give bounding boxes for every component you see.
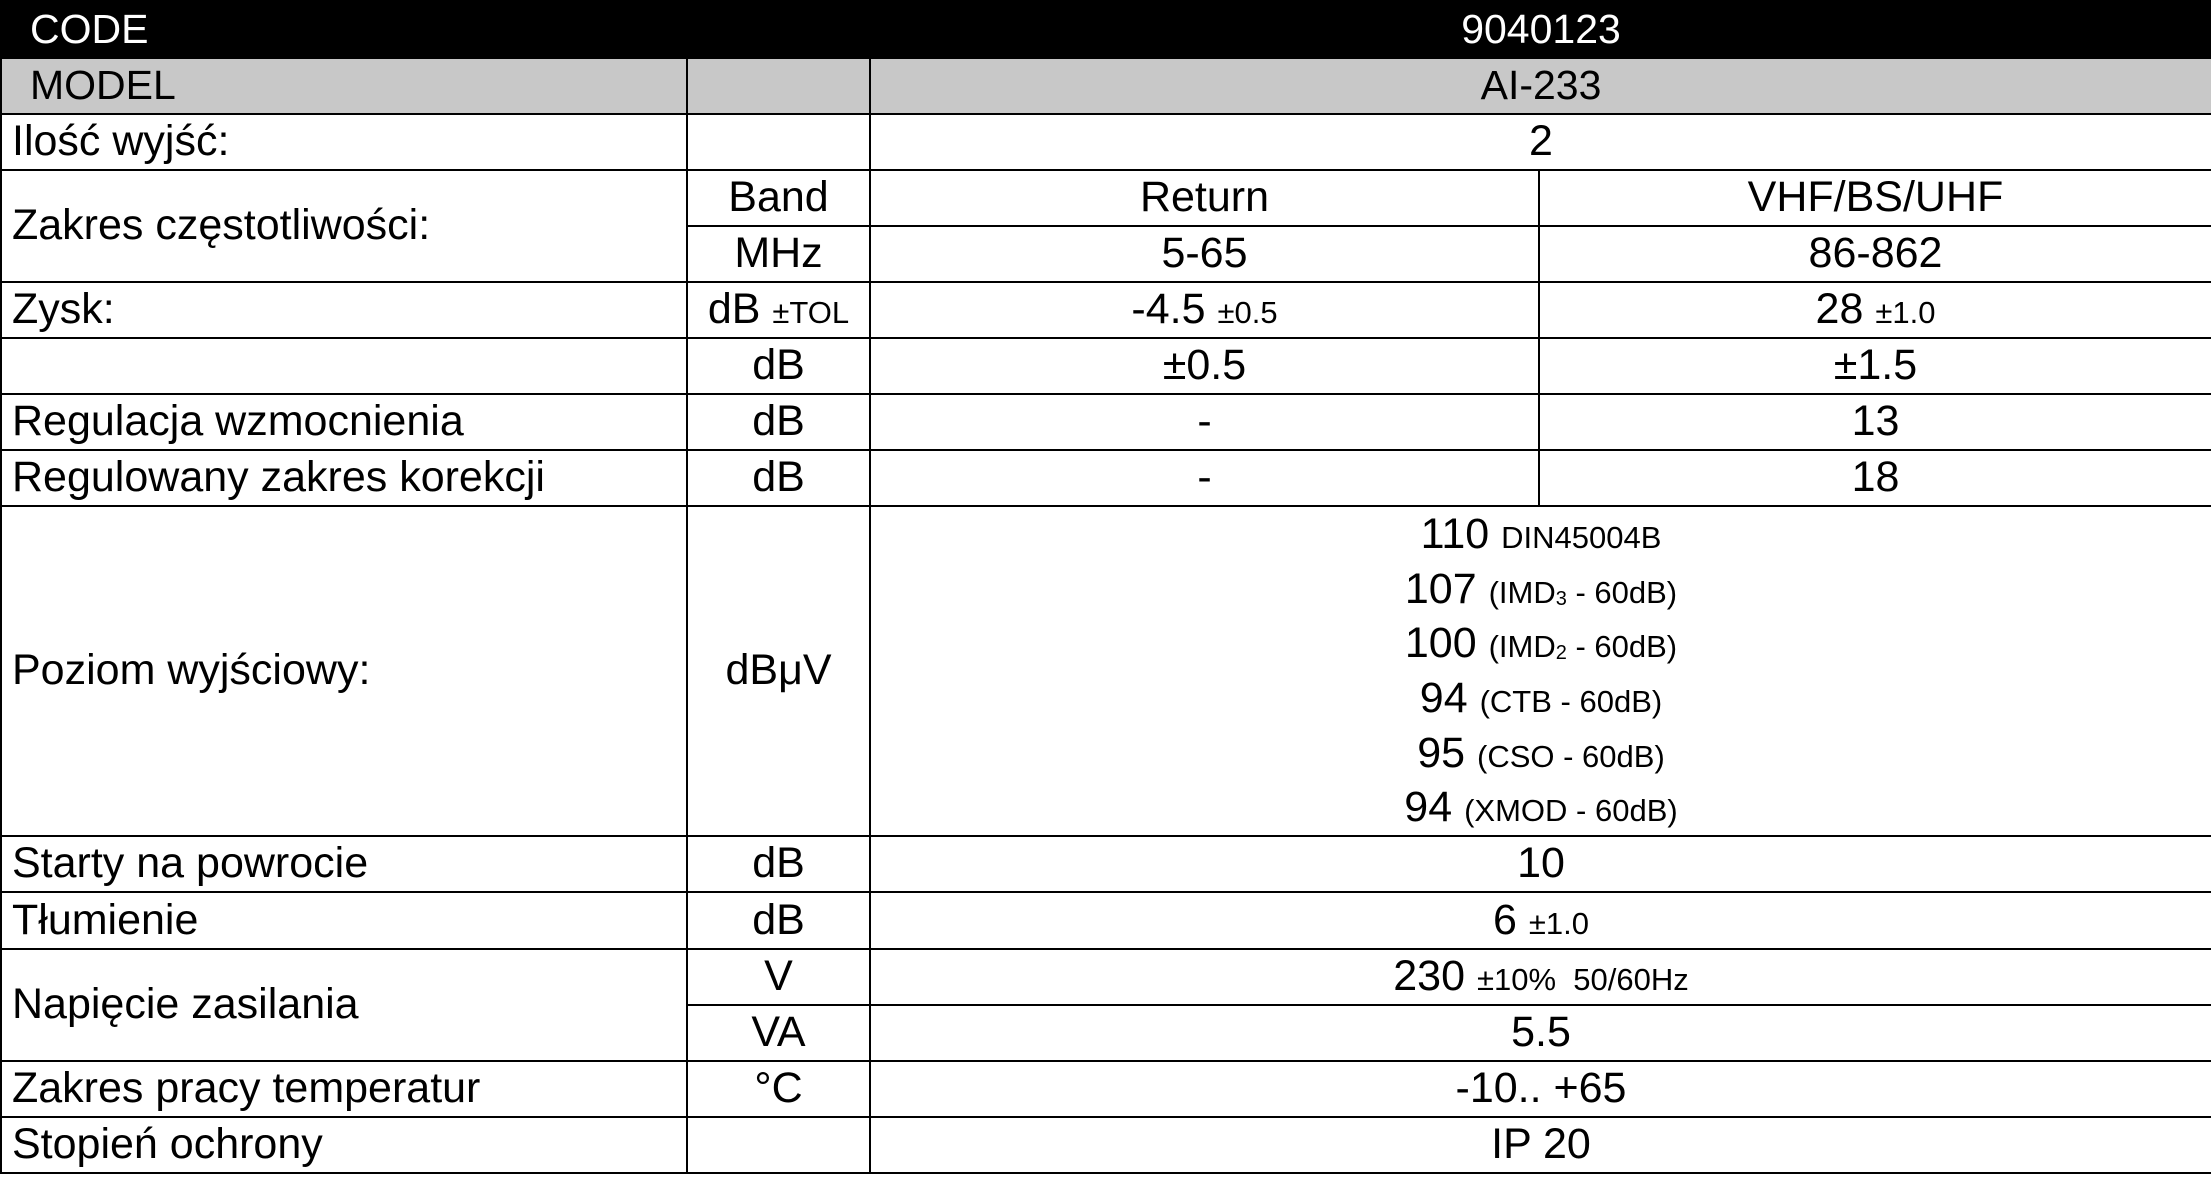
temp-unit: °C — [687, 1061, 870, 1117]
flatness-unit: dB — [687, 338, 870, 394]
gain-adj-fwd: 13 — [1539, 394, 2211, 450]
outputs-row — [1, 114, 2211, 170]
gain-fwd-tol: ±1.0 — [1875, 295, 1936, 331]
output-level-unit: dBμV — [687, 506, 870, 836]
model-unit-cell — [687, 58, 870, 114]
supply-v-value — [870, 949, 2211, 1005]
gain-adj-return: - — [870, 394, 1539, 450]
return-starts-value: 10 — [870, 836, 2211, 892]
gain-return — [870, 282, 1539, 338]
output-level-line — [871, 726, 2211, 781]
output-level-line — [871, 671, 2211, 726]
protection-row — [1, 1117, 2211, 1173]
output-level-line — [871, 562, 2211, 617]
temp-label: Zakres pracy temperatur — [1, 1061, 687, 1117]
gain-unit-tol: ±TOL — [772, 295, 850, 331]
output-level-value: 107 — [1404, 564, 1477, 613]
output-level-value: 110 — [1420, 510, 1490, 558]
gain-adj-row — [1, 394, 2211, 450]
output-level-label: Poziom wyjściowy: — [1, 506, 687, 836]
gain-adj-label: Regulacja wzmocnienia — [1, 394, 687, 450]
freq-label: Zakres częstotliwości: — [1, 170, 687, 282]
outputs-label: Ilość wyjść: — [1, 114, 687, 170]
return-starts-unit: dB — [687, 836, 870, 892]
flatness-label-cell — [1, 338, 687, 394]
gain-fwd-main: 28 — [1815, 285, 1864, 334]
gain-unit-main: dB — [707, 285, 761, 334]
model-label: MODEL — [1, 58, 687, 114]
output-level-line — [871, 616, 2211, 671]
output-level-note — [1489, 575, 1678, 610]
eq-range-unit: dB — [687, 450, 870, 506]
attenuation-row — [1, 892, 2211, 949]
flatness-row — [1, 338, 2211, 394]
output-level-line — [871, 780, 2211, 835]
eq-range-row — [1, 450, 2211, 506]
freq-band-fwd: VHF/BS/UHF — [1539, 170, 2211, 226]
supply-v-row — [1, 949, 2211, 1005]
freq-band-row — [1, 170, 2211, 226]
output-level-note-pre: (IMD — [1488, 574, 1556, 610]
output-level-note: DIN45004B — [1501, 520, 1662, 555]
supply-v-main: 230 — [1393, 952, 1466, 1001]
eq-range-return: - — [870, 450, 1539, 506]
output-level-note-sub: 3 — [1555, 587, 1567, 610]
supply-v-tol: ±10% 50/60Hz — [1476, 962, 1689, 998]
protection-label: Stopień ochrony — [1, 1117, 687, 1173]
freq-mhz-return: 5-65 — [870, 226, 1539, 282]
output-level-note — [1489, 629, 1678, 664]
protection-unit-cell — [687, 1117, 870, 1173]
return-starts-row — [1, 836, 2211, 892]
gain-return-tol: ±0.5 — [1217, 295, 1278, 331]
output-level-note-post: - 60dB) — [1566, 574, 1678, 610]
output-level-value: 94 — [1419, 674, 1468, 723]
flatness-fwd: ±1.5 — [1539, 338, 2211, 394]
freq-band-return: Return — [870, 170, 1539, 226]
output-level-values — [870, 506, 2211, 836]
gain-unit — [687, 282, 870, 338]
output-level-note: (CSO - 60dB) — [1477, 738, 1665, 774]
model-value: AI-233 — [870, 58, 2211, 114]
output-level-note-sub: 2 — [1555, 642, 1567, 665]
output-level-value: 94 — [1404, 783, 1453, 832]
attenuation-value-tol: ±1.0 — [1528, 905, 1589, 941]
code-value: 9040123 — [870, 1, 2211, 58]
output-level-note: (XMOD - 60dB) — [1464, 793, 1678, 829]
gain-label: Zysk: — [1, 282, 687, 338]
code-label: CODE — [1, 1, 870, 58]
gain-return-main: -4.5 — [1131, 285, 1206, 334]
model-row — [1, 58, 2211, 114]
gain-adj-unit: dB — [687, 394, 870, 450]
freq-mhz-unit: MHz — [687, 226, 870, 282]
gain-fwd — [1539, 282, 2211, 338]
output-level-line — [871, 507, 2211, 562]
output-level-row — [1, 506, 2211, 836]
supply-v-unit: V — [687, 949, 870, 1005]
attenuation-unit: dB — [687, 892, 870, 949]
output-level-value: 100 — [1404, 619, 1477, 668]
temp-value: -10.. +65 — [870, 1061, 2211, 1117]
attenuation-value — [870, 892, 2211, 949]
flatness-return: ±0.5 — [870, 338, 1539, 394]
temp-row — [1, 1061, 2211, 1117]
attenuation-label: Tłumienie — [1, 892, 687, 949]
outputs-unit-cell — [687, 114, 870, 170]
protection-value: IP 20 — [870, 1117, 2211, 1173]
supply-va-unit: VA — [687, 1005, 870, 1061]
output-level-note-pre: (IMD — [1488, 629, 1556, 665]
output-level-note-post: - 60dB) — [1566, 629, 1678, 665]
code-row — [1, 1, 2211, 58]
eq-range-label: Regulowany zakres korekcji — [1, 450, 687, 506]
gain-row — [1, 282, 2211, 338]
attenuation-value-main: 6 — [1493, 895, 1517, 944]
supply-label: Napięcie zasilania — [1, 949, 687, 1061]
output-level-note: (CTB - 60dB) — [1479, 684, 1663, 720]
freq-band-unit: Band — [687, 170, 870, 226]
output-level-value: 95 — [1417, 728, 1466, 777]
freq-mhz-fwd: 86-862 — [1539, 226, 2211, 282]
return-starts-label: Starty na powrocie — [1, 836, 687, 892]
eq-range-fwd: 18 — [1539, 450, 2211, 506]
outputs-value: 2 — [870, 114, 2211, 170]
supply-va-value: 5.5 — [870, 1005, 2211, 1061]
